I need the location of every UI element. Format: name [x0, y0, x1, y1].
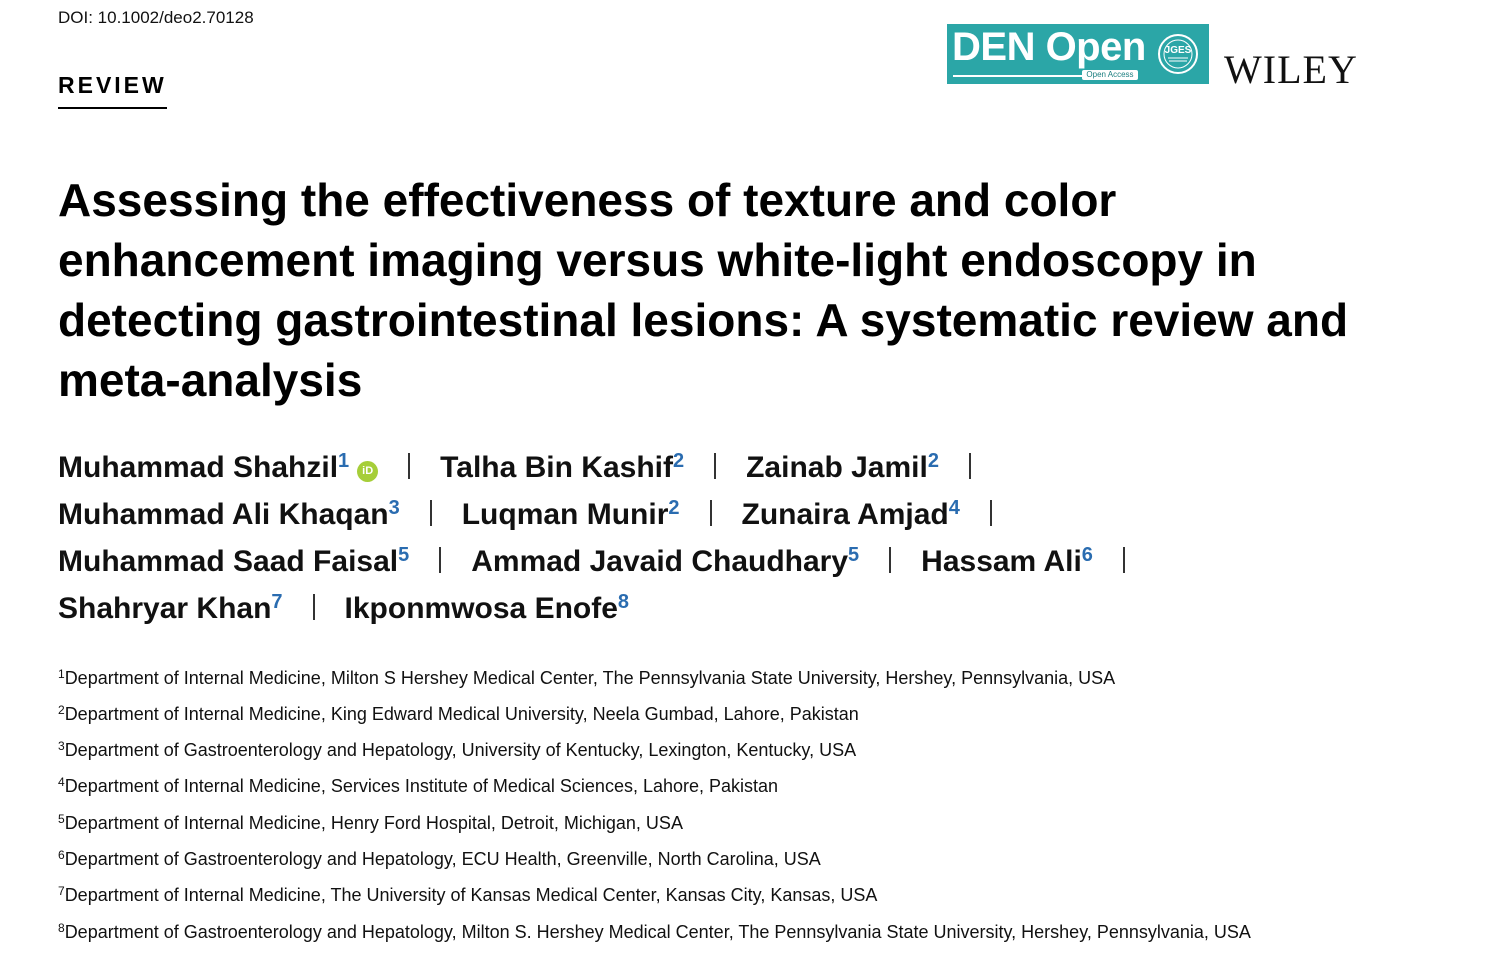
affiliation-text: Department of Gastroenterology and Hepatology, Milton S. Hershey Medical Center, The Pennsylvania State University, Hershey, Pennsylvania, USA: [64, 922, 1251, 942]
affiliation-text: Department of Internal Medicine, The University of Kansas Medical Center, Kansas City, Kansas, USA: [64, 885, 878, 905]
author-aff[interactable]: 2: [927, 450, 939, 472]
author-aff[interactable]: 2: [668, 497, 680, 519]
affiliation-number: 2: [58, 703, 65, 717]
author-line-2: [58, 498, 1022, 532]
den-open-logo[interactable]: [947, 24, 1209, 84]
author-separator: [1123, 547, 1125, 573]
doi: DOI: 10.1002/deo2.70128: [58, 8, 254, 27]
author-line-4: [58, 592, 629, 626]
affiliation-number: 7: [58, 884, 65, 898]
affiliation-text: Department of Gastroenterology and Hepatology, ECU Health, Greenville, North Carolina, USA: [64, 849, 821, 869]
author-aff[interactable]: 6: [1081, 544, 1093, 566]
affiliation-2: [58, 704, 859, 725]
author-name: Shahryar Khan: [58, 592, 272, 625]
author-separator: [990, 500, 992, 526]
author-separator: [313, 594, 315, 620]
affiliation-text: Department of Gastroenterology and Hepatology, University of Kentucky, Lexington, Kentucky, USA: [64, 740, 857, 760]
author-separator: [889, 547, 891, 573]
author-aff[interactable]: 8: [617, 591, 630, 613]
affiliation-text: Department of Internal Medicine, Henry Ford Hospital, Detroit, Michigan, USA: [64, 813, 683, 833]
affiliation-number: 4: [58, 775, 65, 789]
jges-seal-icon: [1157, 33, 1199, 75]
author-separator: [439, 547, 441, 573]
author-aff[interactable]: 3: [388, 497, 400, 519]
section-underline: [58, 107, 167, 109]
affiliation-number: 6: [58, 848, 65, 862]
wiley-logo[interactable]: WILEY: [1224, 47, 1358, 92]
author-aff[interactable]: 1: [338, 450, 350, 472]
affiliation-text: Department of Internal Medicine, Milton S Hershey Medical Center, The Pennsylvania State University, Hershey, Pennsylvania, USA: [64, 668, 1116, 688]
author-separator: [430, 500, 432, 526]
author-line-1: [58, 451, 1001, 485]
author-aff[interactable]: 7: [271, 591, 283, 613]
author-name: Zainab Jamil: [746, 451, 928, 484]
author-name: Muhammad Saad Faisal: [58, 545, 399, 578]
article-title: Assessing the effectiveness of texture and color enhancement imaging versus white-light endoscopy in detecting gastrointestinal lesions: A systematic review and meta-analysis: [58, 174, 1349, 406]
affiliation-7: [58, 885, 877, 906]
author-aff[interactable]: 5: [398, 544, 410, 566]
logo-underline: [953, 75, 1083, 77]
affiliation-6: [58, 849, 821, 870]
author-name: Muhammad Shahzil: [58, 451, 339, 484]
open-access-tag: Open Access: [1082, 70, 1138, 80]
affiliation-5: [58, 813, 683, 834]
affiliation-number: 1: [58, 667, 65, 681]
author-aff[interactable]: 2: [672, 450, 685, 472]
author-name: Zunaira Amjad: [741, 498, 949, 531]
author-name: Ikponmwosa Enofe: [344, 592, 618, 625]
author-name: Talha Bin Kashif: [440, 451, 673, 484]
author-separator: [408, 453, 410, 479]
section-label: REVIEW: [58, 72, 167, 98]
affiliation-4: [58, 776, 778, 797]
den-open-logo-text: DEN Open: [952, 25, 1146, 69]
affiliation-text: Department of Internal Medicine, Services Institute of Medical Sciences, Lahore, Pakistan: [64, 776, 779, 796]
affiliation-1: [58, 668, 1115, 689]
affiliation-text: Department of Internal Medicine, King Edward Medical University, Neela Gumbad, Lahore, Pakistan: [64, 704, 859, 724]
affiliation-number: 3: [58, 739, 65, 753]
orcid-icon[interactable]: iD: [357, 461, 378, 482]
author-name: Ammad Javaid Chaudhary: [471, 545, 849, 578]
author-line-3: [58, 545, 1155, 579]
affiliation-number: 5: [58, 812, 65, 826]
affiliation-number: 8: [58, 921, 65, 935]
author-separator: [710, 500, 712, 526]
author-name: Muhammad Ali Khaqan: [58, 498, 389, 531]
author-name: Hassam Ali: [921, 545, 1082, 578]
author-aff[interactable]: 5: [848, 544, 860, 566]
affiliation-8: [58, 922, 1251, 943]
author-name: Luqman Munir: [461, 498, 669, 531]
author-aff[interactable]: 4: [948, 497, 960, 519]
author-separator: [714, 453, 716, 479]
affiliation-3: [58, 740, 856, 761]
author-separator: [969, 453, 971, 479]
jges-seal-text: JGES: [1164, 45, 1192, 56]
